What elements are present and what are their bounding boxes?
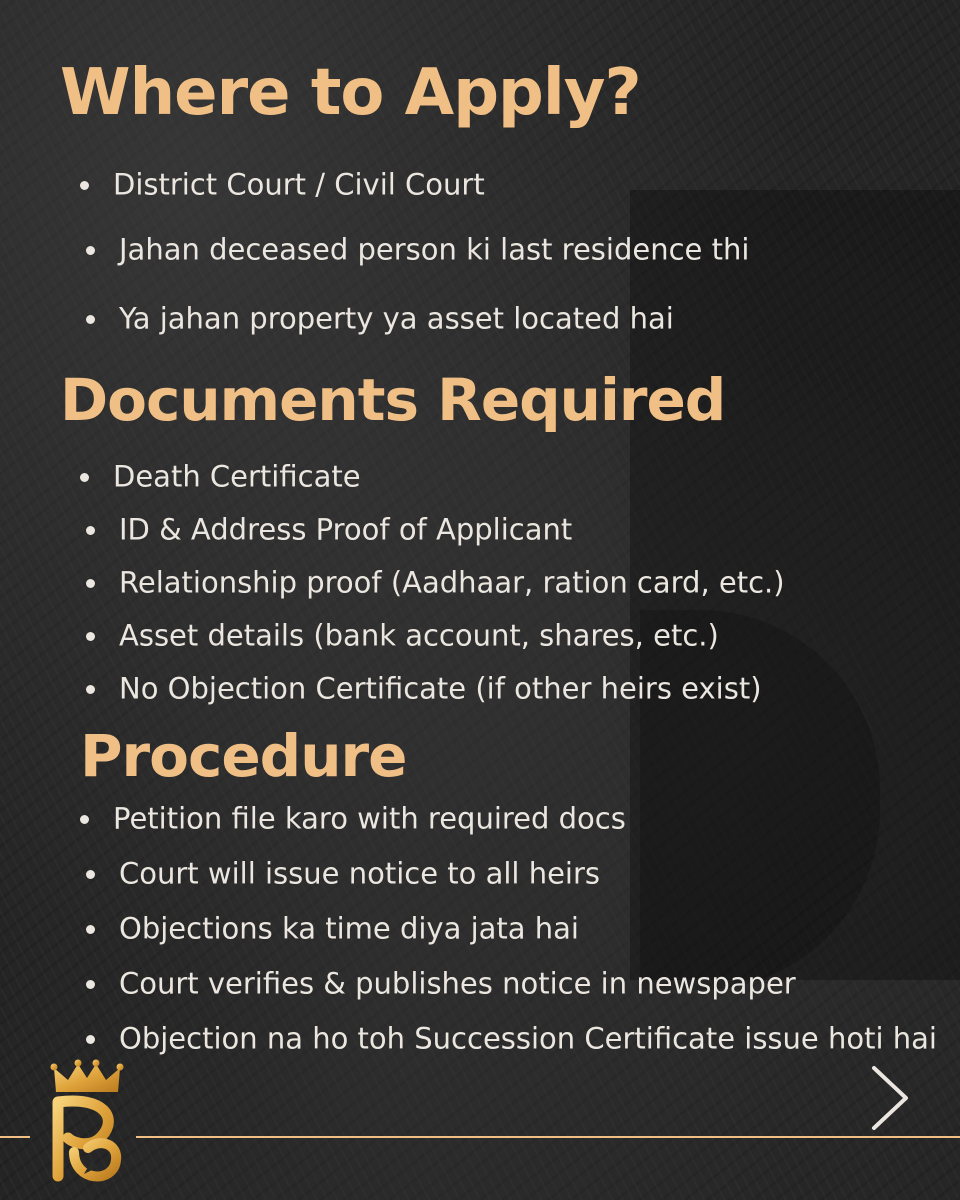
list-item-text: District Court / Civil Court [113,167,485,202]
list-item-text: No Objection Certificate (if other heirs exist) [119,671,762,706]
bullet-icon [86,632,95,641]
bullet-icon [86,685,95,694]
bullet-icon [86,246,95,255]
bullet-icon [86,1035,95,1044]
bullet-icon [80,815,89,824]
footer-divider-left [0,1136,30,1138]
section-heading-procedure: Procedure [80,722,407,790]
bullet-icon [80,473,89,482]
bullet-icon [86,579,95,588]
list-item-text: Petition file karo with required docs [113,801,626,836]
footer-divider-right [136,1136,960,1138]
bullet-icon [86,526,95,535]
bullet-icon [86,315,95,324]
bullet-icon [80,181,89,190]
section-heading-documents-required: Documents Required [60,366,726,434]
list-item-text: Death Certificate [113,459,361,494]
chevron-right-icon[interactable] [866,1064,914,1132]
list-item-text: Objection na ho toh Succession Certificate issue hoti hai [119,1021,937,1056]
list-item-text: Court verifies & publishes notice in newspaper [119,966,796,1001]
list-item-text: Objections ka time diya jata hai [119,911,579,946]
crown-monogram-logo-icon [44,1056,130,1198]
bullet-icon [86,870,95,879]
section-heading-where-to-apply: Where to Apply? [60,56,641,130]
list-item-text: Ya jahan property ya asset located hai [119,301,674,336]
list-item-text: ID & Address Proof of Applicant [119,512,573,547]
list-item-text: Court will issue notice to all heirs [119,856,601,891]
list-item-text: Asset details (bank account, shares, etc.) [119,618,719,653]
bullet-icon [86,980,95,989]
list-item-text: Relationship proof (Aadhaar, ration card, etc.) [119,565,785,600]
bullet-icon [86,925,95,934]
list-item-text: Jahan deceased person ki last residence thi [119,232,750,267]
